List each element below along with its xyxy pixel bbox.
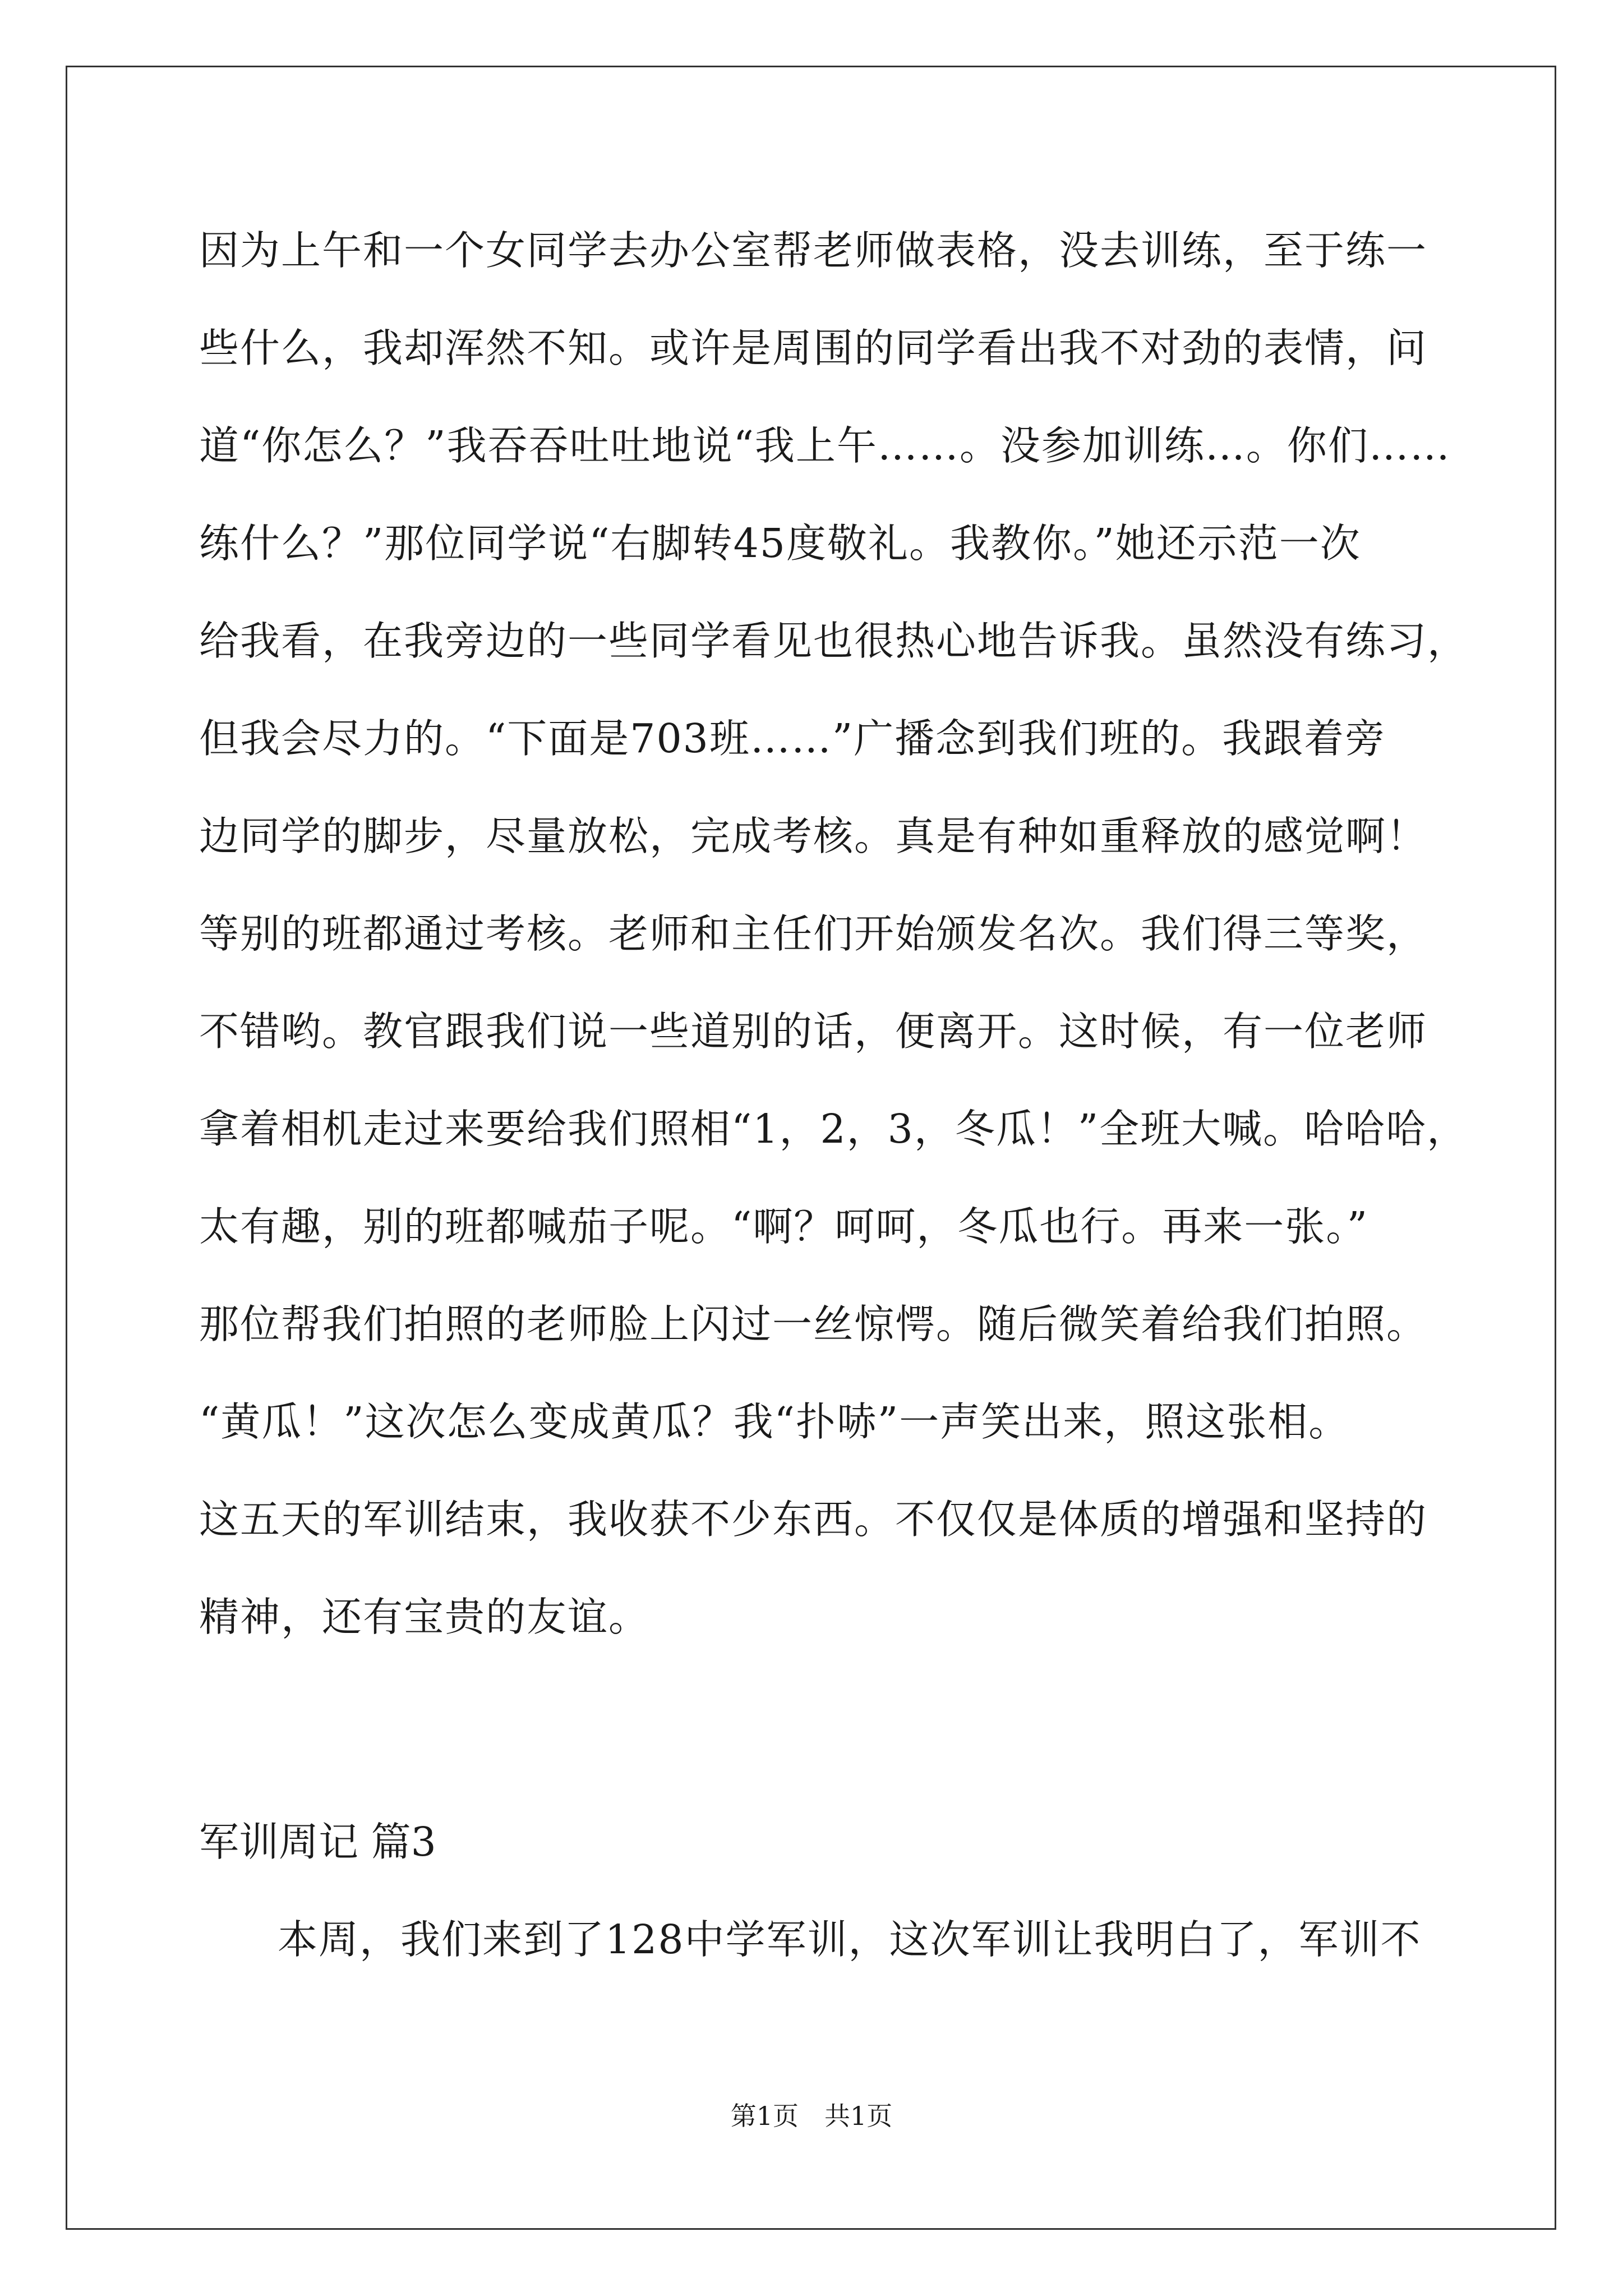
text-line: 些什么，我却浑然不知。或许是周围的同学看出我不对劲的表情，问: [199, 325, 1428, 371]
section-heading: 军训周记 篇3: [199, 1819, 436, 1865]
body-text: [199, 202, 1469, 1666]
text-line: 因为上午和一个女同学去办公室帮老师做表格，没去训练，至于练一: [199, 227, 1428, 274]
text-line: 不错哟。教官跟我们说一些道别的话，便离开。这时候，有一位老师: [199, 1008, 1428, 1055]
page-footer: 第1页 共1页: [730, 2101, 893, 2131]
text-line: 这五天的军训结束，我收获不少东西。不仅仅是体质的增强和坚持的: [199, 1496, 1428, 1543]
text-line: 精神，还有宝贵的友谊。: [199, 1594, 650, 1640]
text-line: “黄瓜！”这次怎么变成黄瓜？我“扑哧”一声笑出来，照这张相。: [199, 1398, 1350, 1445]
text-line: 等别的班都通过考核。老师和主任们开始颁发名次。我们得三等奖，: [199, 910, 1428, 957]
text-line: 练什么？”那位同学说“右脚转45度敬礼。我教你。”她还示范一次: [199, 520, 1361, 567]
text-line: 那位帮我们拍照的老师脸上闪过一丝惊愕。随后微笑着给我们拍照。: [199, 1301, 1428, 1347]
text-line: 但我会尽力的。“下面是703班……”广播念到我们班的。我跟着旁: [199, 715, 1386, 762]
text-line: 给我看，在我旁边的一些同学看见也很热心地告诉我。虽然没有练习，: [199, 618, 1469, 664]
text-line: 道“你怎么？”我吞吞吐吐地说“我上午……。没参加训练…。你们……: [199, 422, 1451, 469]
text-line: 拿着相机走过来要给我们照相“1，2，3，冬瓜！”全班大喊。哈哈哈，: [199, 1106, 1468, 1152]
text-line: 太有趣，别的班都喊茄子呢。“啊？呵呵，冬瓜也行。再来一张。”: [199, 1203, 1369, 1250]
paragraph-start: 本周，我们来到了128中学军训，这次军训让我明白了，军训不: [278, 1916, 1422, 1963]
text-line: 边同学的脚步，尽量放松，完成考核。真是有种如重释放的感觉啊！: [199, 813, 1428, 859]
